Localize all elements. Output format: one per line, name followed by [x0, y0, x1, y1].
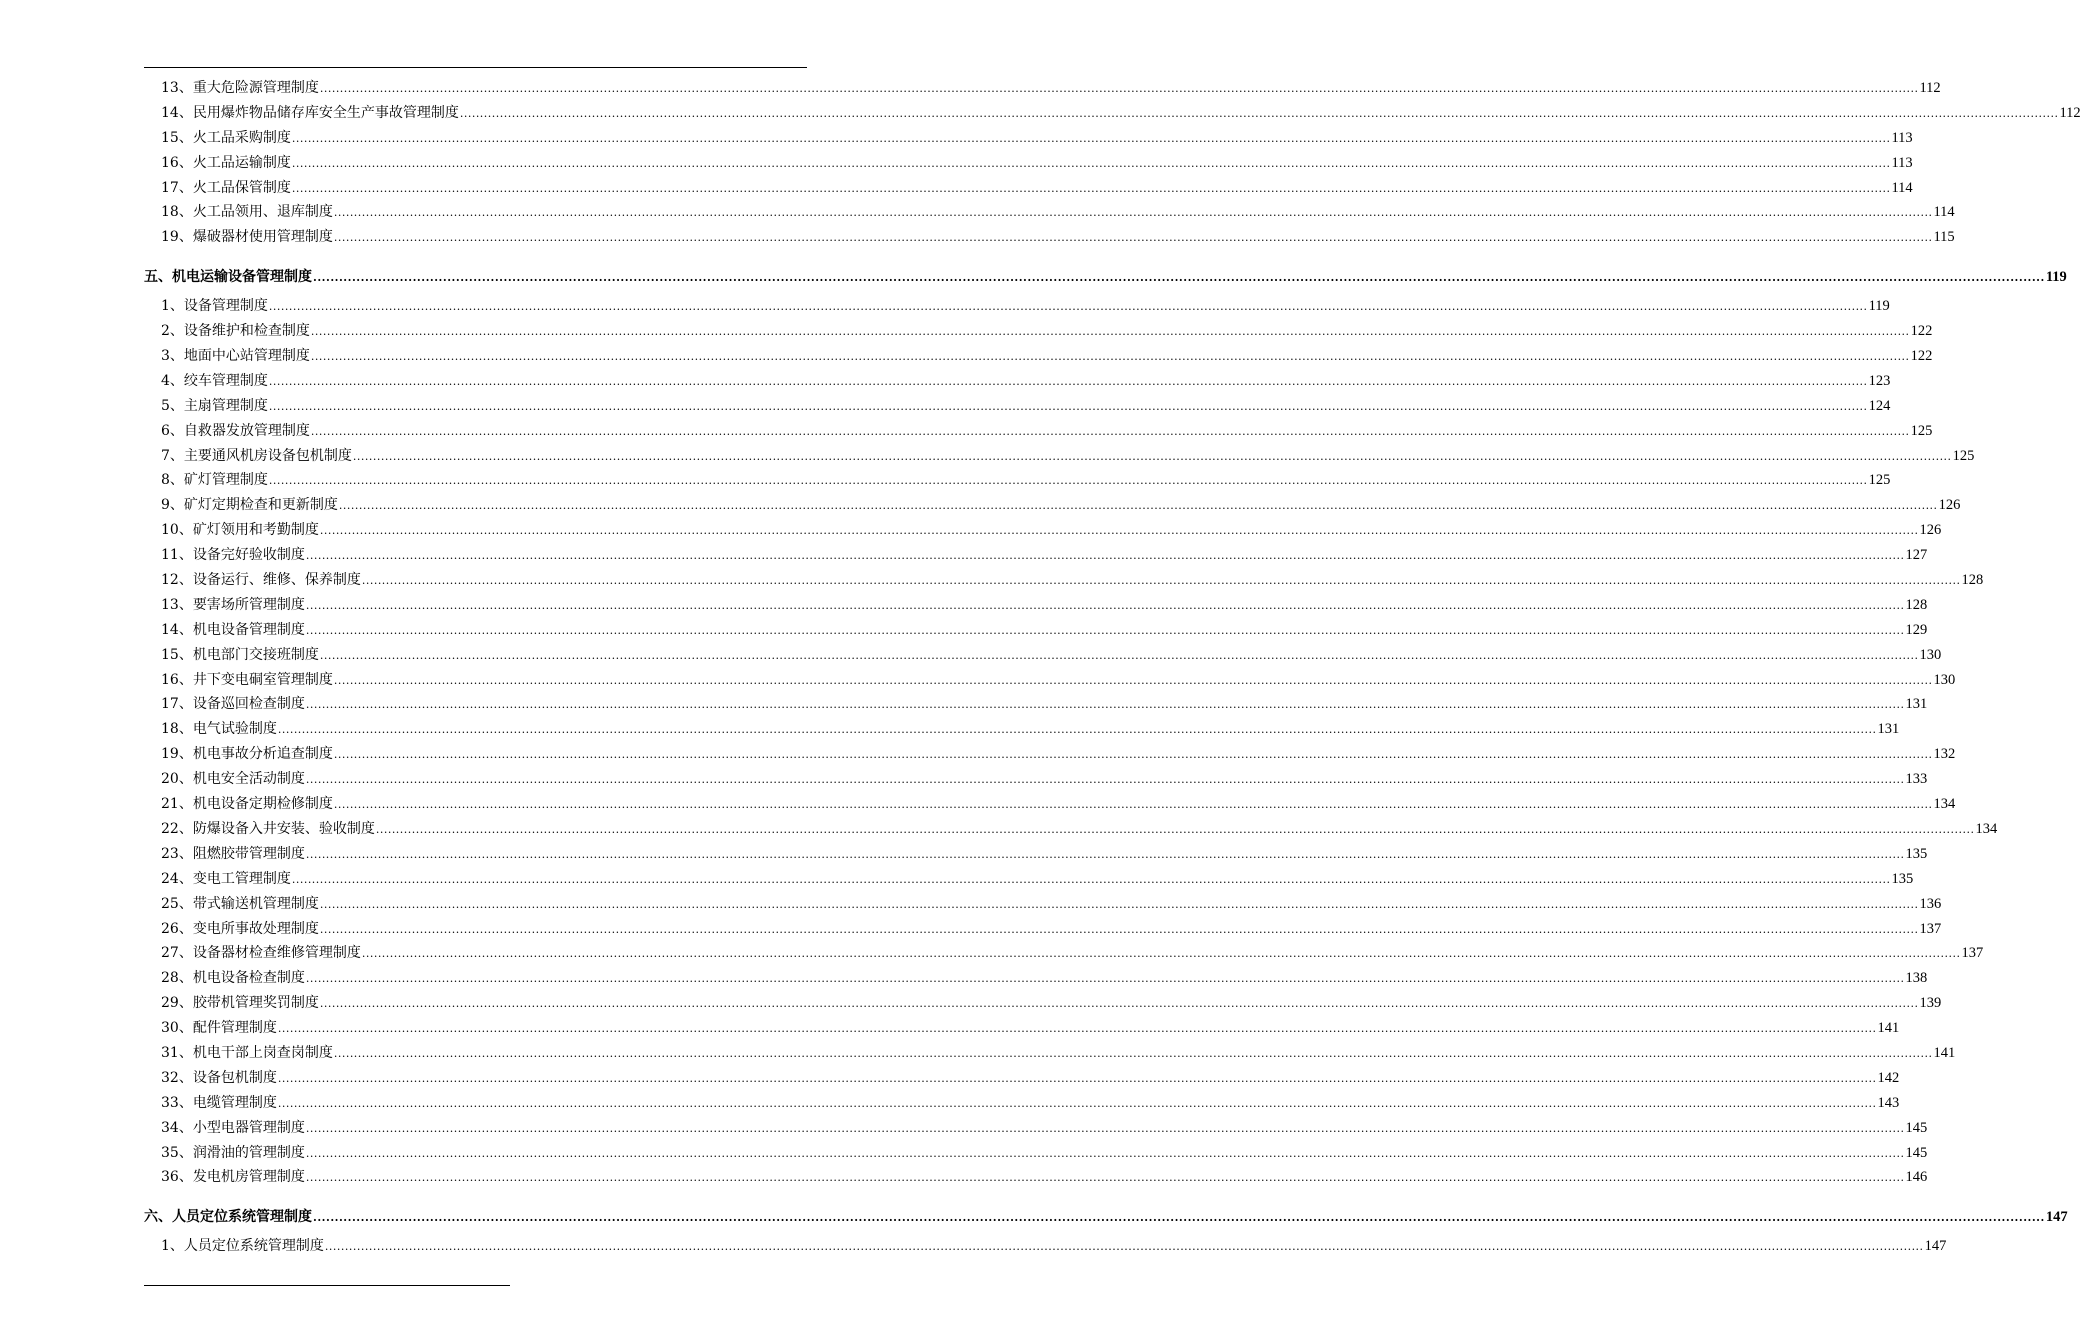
toc-page-number: 142 [1877, 1069, 1900, 1086]
toc-entry[interactable] [144, 593, 1928, 618]
toc-entry[interactable] [144, 892, 1942, 917]
toc-entry-title: 23、阻燃胶带管理制度 [161, 845, 305, 862]
toc-page-number: 128 [1961, 572, 1984, 589]
toc-entry-title: 13、重大危险源管理制度 [161, 80, 319, 96]
toc-dot-leader: ................................................................................................................................................................................................................................................................................................................................................................................................................ [291, 156, 1891, 170]
toc-page-number: 112 [2059, 104, 2081, 121]
toc-entry[interactable] [144, 867, 1914, 892]
toc-entry[interactable] [144, 101, 2081, 126]
toc-dot-leader: ................................................................................................................................................................................................................................................................................................................................................................................................................ [305, 1171, 1905, 1185]
toc-entry-title: 18、火工品领用、退库制度 [161, 204, 333, 221]
toc-dot-leader: ................................................................................................................................................................................................................................................................................................................................................................................................................ [319, 648, 1919, 662]
footnote-rule [144, 1285, 510, 1286]
toc-entry[interactable] [144, 692, 1928, 717]
toc-page-number: 122 [1910, 323, 1933, 340]
toc-dot-leader: ................................................................................................................................................................................................................................................................................................................................................................................................................ [319, 82, 1919, 95]
toc-entry-title: 5、主扇管理制度 [161, 397, 268, 414]
toc-entry-title: 20、机电安全活动制度 [161, 771, 305, 788]
toc-entry-title: 24、变电工管理制度 [161, 870, 291, 887]
toc-page-number: 145 [1905, 1144, 1928, 1161]
toc-entry-title: 9、矿灯定期检查和更新制度 [161, 497, 338, 514]
toc-entry[interactable] [144, 225, 1955, 250]
toc-entry[interactable] [144, 742, 1956, 767]
toc-page-number: 113 [1891, 129, 1913, 146]
toc-page-number: 125 [1952, 447, 1975, 464]
toc-page-number: 135 [1905, 845, 1928, 862]
toc-page-number: 126 [1938, 497, 1961, 514]
toc-page-number: 139 [1919, 995, 1942, 1012]
toc-entry-title: 2、设备维护和检查制度 [161, 323, 310, 340]
toc-entry-title: 22、防爆设备入井安装、验收制度 [161, 820, 375, 837]
toc-entry[interactable] [144, 419, 1933, 444]
toc-entry[interactable] [144, 643, 1942, 668]
toc-dot-leader: ................................................................................................................................................................................................................................................................................................................................................................................................................ [333, 748, 1933, 762]
toc-dot-leader: ................................................................................................................................................................................................................................................................................................................................................................................................................ [319, 524, 1919, 538]
toc-dot-leader: ................................................................................................................................................................................................................................................................................................................................................................................................................ [319, 922, 1919, 936]
toc-dot-leader: ................................................................................................................................................................................................................................................................................................................................................................................................................ [268, 300, 1868, 314]
toc-page-number: 131 [1905, 696, 1928, 713]
toc-entry-title: 3、地面中心站管理制度 [161, 348, 310, 365]
toc-entry[interactable] [144, 200, 1955, 225]
toc-page-number: 136 [1919, 895, 1942, 912]
toc-entry-title: 29、胶带机管理奖罚制度 [161, 995, 319, 1012]
toc-page-number: 134 [1933, 796, 1956, 813]
toc-entry-title: 19、爆破器材使用管理制度 [161, 229, 333, 246]
toc-page-number: 124 [1868, 397, 1891, 414]
toc-entry[interactable] [144, 817, 1998, 842]
toc-page-number: 138 [1905, 970, 1928, 987]
toc-entry-title: 16、火工品运输制度 [161, 154, 291, 171]
toc-entry[interactable] [144, 717, 1900, 742]
toc-entry[interactable] [144, 991, 1942, 1016]
toc-page-number: 126 [1919, 522, 1942, 539]
toc-entry[interactable] [144, 1016, 1900, 1041]
toc-entry[interactable] [144, 1066, 1900, 1091]
toc-entry-title: 14、民用爆炸物品储存库安全生产事故管理制度 [161, 104, 459, 121]
header-rule [144, 67, 807, 68]
toc-entry[interactable] [144, 917, 1942, 942]
toc-page-number: 143 [1877, 1094, 1900, 1111]
toc-entry-title: 8、矿灯管理制度 [161, 472, 268, 489]
toc-dot-leader: ................................................................................................................................................................................................................................................................................................................................................................................................................ [305, 972, 1905, 986]
toc-dot-leader: ................................................................................................................................................................................................................................................................................................................................................................................................................ [333, 206, 1933, 220]
toc-page-number: 130 [1933, 671, 1956, 688]
toc-page-number: 114 [1891, 179, 1913, 196]
toc-entry-title: 18、电气试验制度 [161, 721, 277, 738]
toc-entry[interactable] [144, 668, 1956, 693]
toc-entry[interactable] [144, 941, 1984, 966]
toc-page-number: 146 [1905, 1169, 1928, 1186]
table-of-contents [144, 76, 2081, 1259]
toc-dot-leader: ................................................................................................................................................................................................................................................................................................................................................................................................................ [333, 673, 1933, 687]
toc-entry[interactable] [144, 369, 1891, 394]
toc-dot-leader: ................................................................................................................................................................................................................................................................................................................................................................................................................ [333, 231, 1933, 245]
toc-entry-title: 15、机电部门交接班制度 [161, 646, 319, 663]
toc-entry[interactable] [144, 444, 1975, 469]
toc-section-heading[interactable] [144, 260, 2067, 294]
toc-section-heading[interactable] [144, 1200, 2068, 1234]
toc-entry-title: 36、发电机房管理制度 [161, 1169, 305, 1186]
toc-entry[interactable] [144, 468, 1891, 493]
toc-entry-title: 12、设备运行、维修、保养制度 [161, 572, 361, 589]
toc-entry[interactable] [144, 493, 1961, 518]
toc-entry[interactable] [144, 1234, 1947, 1259]
toc-dot-leader: ................................................................................................................................................................................................................................................................................................................................................................................................................ [310, 350, 1910, 364]
toc-dot-leader: ................................................................................................................................................................................................................................................................................................................................................................................................................ [361, 947, 1961, 961]
toc-page-number: 115 [1933, 229, 1955, 246]
toc-entry-title: 34、小型电器管理制度 [161, 1119, 305, 1136]
toc-entry[interactable] [144, 126, 1913, 151]
toc-dot-leader: ................................................................................................................................................................................................................................................................................................................................................................................................................ [375, 822, 1975, 836]
toc-entry[interactable] [144, 568, 1984, 593]
toc-dot-leader: ................................................................................................................................................................................................................................................................................................................................................................................................................ [305, 773, 1905, 787]
toc-entry-title: 21、机电设备定期检修制度 [161, 796, 333, 813]
toc-entry-title: 25、带式输送机管理制度 [161, 895, 319, 912]
toc-page-number: 112 [1919, 80, 1941, 96]
toc-page-number: 147 [1924, 1238, 1947, 1255]
toc-entry-title: 33、电缆管理制度 [161, 1094, 277, 1111]
toc-entry[interactable] [144, 792, 1956, 817]
toc-page-number: 141 [1877, 1020, 1900, 1037]
toc-entry[interactable] [144, 767, 1928, 792]
toc-entry[interactable] [144, 842, 1928, 867]
toc-page-number: 141 [1933, 1044, 1956, 1061]
toc-entry[interactable] [144, 1091, 1900, 1116]
toc-entry-title: 17、火工品保管制度 [161, 179, 291, 196]
toc-dot-leader: ................................................................................................................................................................................................................................................................................................................................................................................................................ [277, 723, 1877, 737]
toc-dot-leader: ................................................................................................................................................................................................................................................................................................................................................................................................................ [324, 1240, 1924, 1254]
toc-dot-leader: ................................................................................................................................................................................................................................................................................................................................................................................................................ [361, 574, 1961, 588]
toc-page-number: 145 [1905, 1119, 1928, 1136]
toc-dot-leader: ................................................................................................................................................................................................................................................................................................................................................................................................................ [268, 474, 1868, 488]
toc-entry-title: 1、设备管理制度 [161, 298, 268, 315]
toc-dot-leader: ................................................................................................................................................................................................................................................................................................................................................................................................................ [277, 1022, 1877, 1036]
toc-dot-leader: ................................................................................................................................................................................................................................................................................................................................................................................................................ [338, 499, 1938, 513]
toc-entry[interactable] [144, 1116, 1928, 1141]
toc-page-number: 134 [1975, 820, 1998, 837]
toc-entry-title: 六、人员定位系统管理制度 [144, 1209, 312, 1226]
toc-dot-leader: ................................................................................................................................................................................................................................................................................................................................................................................................................ [268, 399, 1868, 413]
toc-dot-leader: ................................................................................................................................................................................................................................................................................................................................................................................................................ [291, 131, 1891, 145]
toc-entry-title: 17、设备巡回检查制度 [161, 696, 305, 713]
toc-page-number: 113 [1891, 154, 1913, 171]
toc-dot-leader: ................................................................................................................................................................................................................................................................................................................................................................................................................ [291, 181, 1891, 195]
toc-entry-title: 26、变电所事故处理制度 [161, 920, 319, 937]
toc-page-number: 147 [2045, 1209, 2068, 1226]
toc-dot-leader: ................................................................................................................................................................................................................................................................................................................................................................................................................ [459, 106, 2059, 120]
toc-entry-title: 7、主要通风机房设备包机制度 [161, 447, 352, 464]
toc-entry-title: 28、机电设备检查制度 [161, 970, 305, 987]
toc-entry[interactable] [144, 176, 1913, 201]
toc-entry-title: 16、井下变电硐室管理制度 [161, 671, 333, 688]
toc-dot-leader: ................................................................................................................................................................................................................................................................................................................................................................................................................ [305, 1146, 1905, 1160]
toc-dot-leader: ................................................................................................................................................................................................................................................................................................................................................................................................................ [333, 1046, 1933, 1060]
toc-entry-title: 19、机电事故分析追查制度 [161, 746, 333, 763]
toc-dot-leader: ................................................................................................................................................................................................................................................................................................................................................................................................................ [305, 847, 1905, 861]
toc-entry[interactable] [144, 294, 1890, 319]
toc-dot-leader: ................................................................................................................................................................................................................................................................................................................................................................................................................ [305, 549, 1905, 563]
toc-page-number: 131 [1877, 721, 1900, 738]
toc-dot-leader: ................................................................................................................................................................................................................................................................................................................................................................................................................ [313, 1211, 2045, 1225]
toc-page-number: 119 [1868, 298, 1890, 315]
toc-entry[interactable] [144, 1165, 1928, 1190]
toc-dot-leader: ................................................................................................................................................................................................................................................................................................................................................................................................................ [305, 698, 1905, 712]
toc-entry[interactable] [144, 76, 1941, 101]
toc-page-number: 114 [1933, 204, 1955, 221]
toc-entry-title: 35、润滑油的管理制度 [161, 1144, 305, 1161]
toc-entry[interactable] [144, 394, 1891, 419]
toc-page-number: 125 [1868, 472, 1891, 489]
toc-entry-title: 五、机电运输设备管理制度 [144, 269, 312, 286]
toc-entry-title: 31、机电干部上岗查岗制度 [161, 1044, 333, 1061]
toc-entry[interactable] [144, 151, 1913, 176]
toc-page-number: 125 [1910, 422, 1933, 439]
toc-page-number: 123 [1868, 372, 1891, 389]
toc-dot-leader: ................................................................................................................................................................................................................................................................................................................................................................................................................ [319, 997, 1919, 1011]
toc-page-number: 128 [1905, 596, 1928, 613]
toc-dot-leader: ................................................................................................................................................................................................................................................................................................................................................................................................................ [305, 623, 1905, 637]
toc-entry[interactable] [144, 966, 1928, 991]
toc-entry-title: 13、要害场所管理制度 [161, 596, 305, 613]
toc-dot-leader: ................................................................................................................................................................................................................................................................................................................................................................................................................ [333, 798, 1933, 812]
toc-dot-leader: ................................................................................................................................................................................................................................................................................................................................................................................................................ [268, 374, 1868, 388]
toc-dot-leader: ................................................................................................................................................................................................................................................................................................................................................................................................................ [277, 1096, 1877, 1110]
toc-page-number: 119 [2045, 269, 2067, 286]
toc-entry[interactable] [144, 543, 1928, 568]
toc-dot-leader: ................................................................................................................................................................................................................................................................................................................................................................................................................ [352, 449, 1952, 463]
toc-entry-title: 10、矿灯领用和考勤制度 [161, 522, 319, 539]
toc-entry[interactable] [144, 1141, 1928, 1166]
toc-entry[interactable] [144, 518, 1942, 543]
toc-page-number: 135 [1891, 870, 1914, 887]
toc-page-number: 127 [1905, 547, 1928, 564]
toc-page-number: 129 [1905, 621, 1928, 638]
toc-dot-leader: ................................................................................................................................................................................................................................................................................................................................................................................................................ [305, 1121, 1905, 1135]
toc-dot-leader: ................................................................................................................................................................................................................................................................................................................................................................................................................ [310, 325, 1910, 339]
toc-dot-leader: ................................................................................................................................................................................................................................................................................................................................................................................................................ [310, 424, 1910, 438]
toc-entry[interactable] [144, 319, 1933, 344]
toc-page-number: 132 [1933, 746, 1956, 763]
toc-dot-leader: ................................................................................................................................................................................................................................................................................................................................................................................................................ [277, 1071, 1877, 1085]
toc-entry[interactable] [144, 1041, 1956, 1066]
toc-entry-title: 27、设备器材检查维修管理制度 [161, 945, 361, 962]
toc-page-number: 137 [1961, 945, 1984, 962]
toc-entry-title: 15、火工品采购制度 [161, 129, 291, 146]
toc-entry-title: 11、设备完好验收制度 [161, 547, 305, 564]
toc-entry-title: 30、配件管理制度 [161, 1020, 277, 1037]
toc-entry-title: 4、绞车管理制度 [161, 372, 268, 389]
toc-entry[interactable] [144, 344, 1933, 369]
toc-dot-leader: ................................................................................................................................................................................................................................................................................................................................................................................................................ [291, 872, 1891, 886]
toc-page-number: 133 [1905, 771, 1928, 788]
toc-dot-leader: ................................................................................................................................................................................................................................................................................................................................................................................................................ [319, 897, 1919, 911]
toc-page-number: 137 [1919, 920, 1942, 937]
toc-dot-leader: ................................................................................................................................................................................................................................................................................................................................................................................................................ [305, 598, 1905, 612]
toc-entry-title: 32、设备包机制度 [161, 1069, 277, 1086]
toc-dot-leader: ................................................................................................................................................................................................................................................................................................................................................................................................................ [313, 271, 2045, 285]
toc-entry[interactable] [144, 618, 1928, 643]
toc-page-number: 130 [1919, 646, 1942, 663]
toc-entry-title: 1、人员定位系统管理制度 [161, 1238, 324, 1255]
toc-entry-title: 6、自救器发放管理制度 [161, 422, 310, 439]
toc-page-number: 122 [1910, 348, 1933, 365]
toc-entry-title: 14、机电设备管理制度 [161, 621, 305, 638]
